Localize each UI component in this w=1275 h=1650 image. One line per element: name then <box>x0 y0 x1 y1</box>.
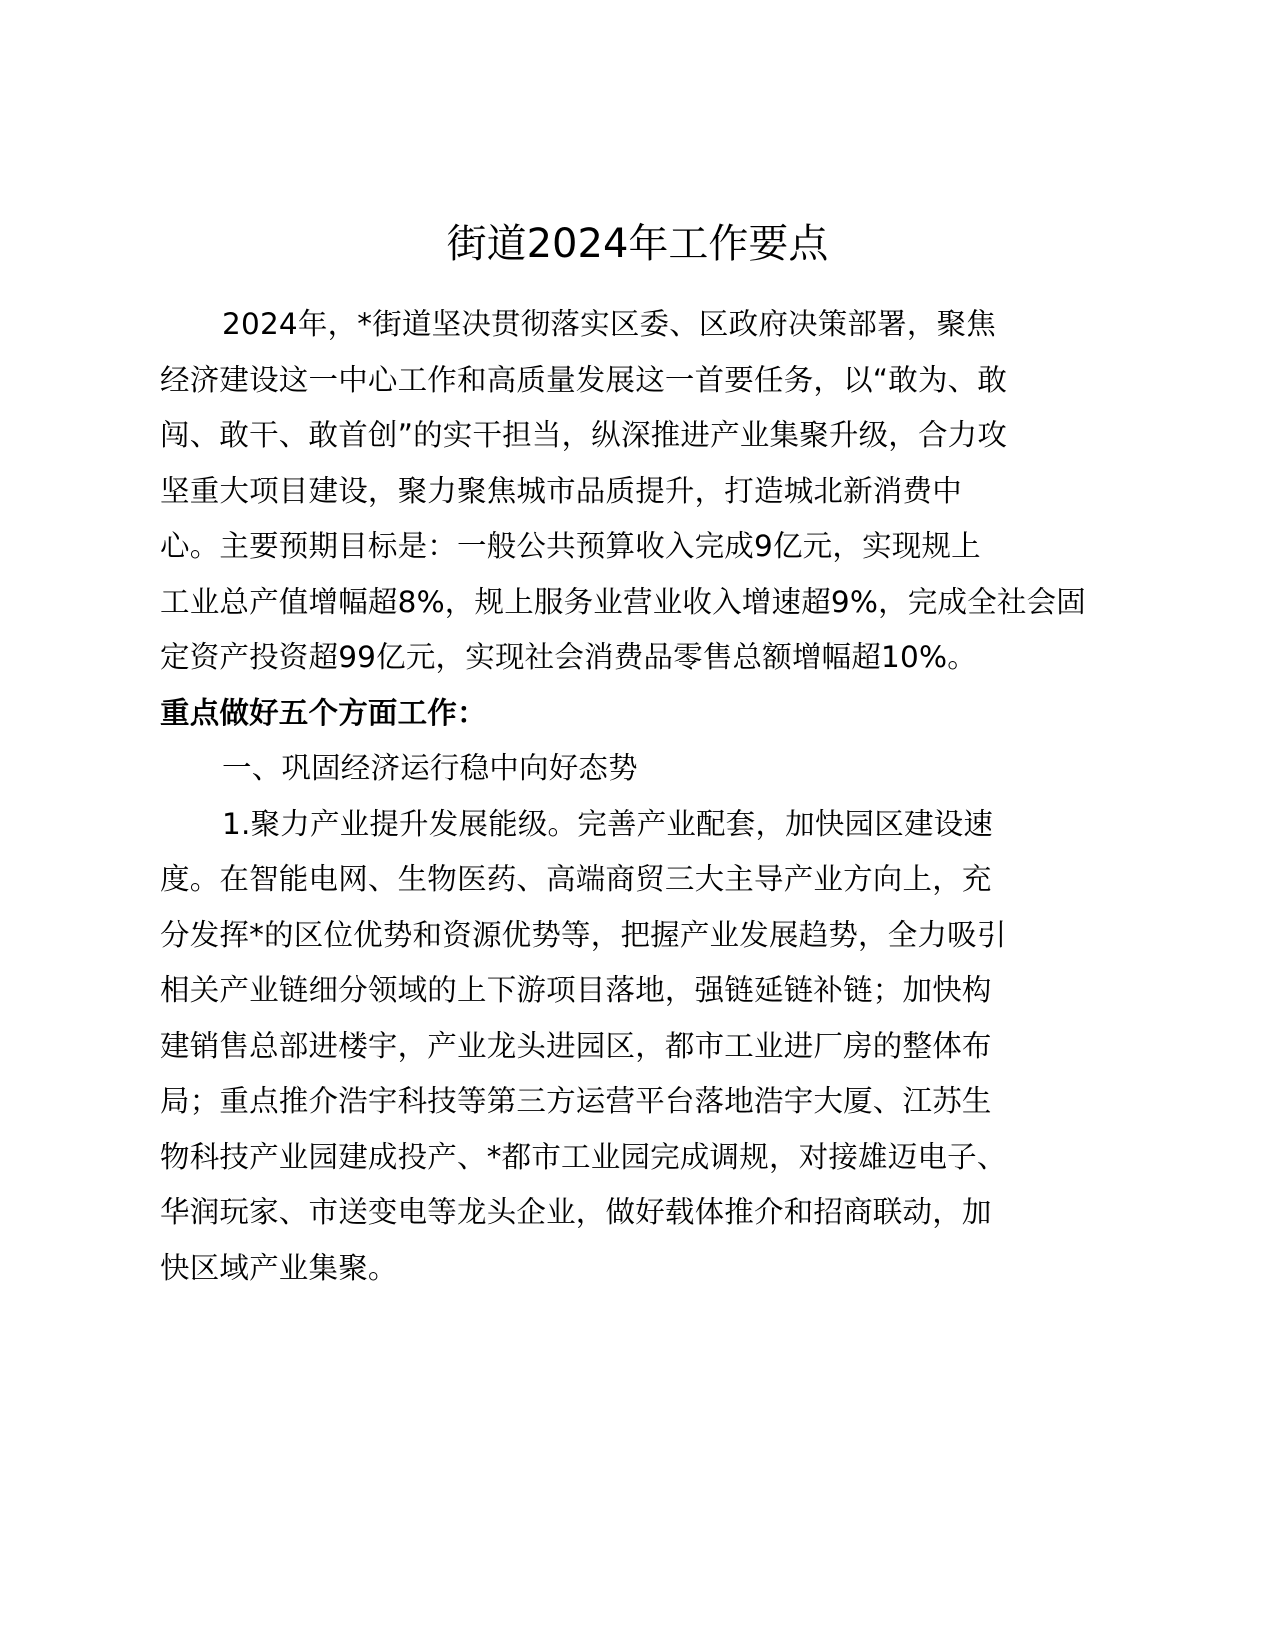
paragraph-line: 闯、敢干、敢首创”的实干担当，纵深推进产业集聚升级，合力攻 <box>160 418 1008 452</box>
paragraph-line: 坚重大项目建设，聚力聚焦城市品质提升，打造城北新消费中 <box>160 473 962 508</box>
paragraph-line: 重点做好五个方面工作： <box>160 695 487 730</box>
section-heading: 一、巩固经济运行稳中向好态势 <box>222 751 638 785</box>
paragraph-line: 1.聚力产业提升发展能级。完善产业配套，加快园区建设速 <box>222 806 994 841</box>
paragraph-line: 分发挥*的区位优势和资源优势等，把握产业发展趋势，全力吸引 <box>160 917 1007 952</box>
paragraph-line: 建销售总部进楼宇，产业龙头进园区，都市工业进厂房的整体布 <box>160 1028 992 1063</box>
document-body <box>160 297 1110 1296</box>
paragraph-line: 心。主要预期目标是：一般公共预算收入完成9亿元，实现规上 <box>160 529 981 563</box>
paragraph-line: 度。在智能电网、生物医药、高端商贸三大主导产业方向上，充 <box>160 862 992 896</box>
paragraph-line: 华润玩家、市送变电等龙头企业，做好载体推介和招商联动，加 <box>160 1195 992 1229</box>
paragraph-line: 相关产业链细分领域的上下游项目落地，强链延链补链；加快构 <box>160 973 992 1007</box>
paragraph-line: 局；重点推介浩宇科技等第三方运营平台落地浩宇大厦、江苏生 <box>160 1084 992 1118</box>
paragraph-line: 物科技产业园建成投产、*都市工业园完成调规，对接雄迈电子、 <box>160 1139 1007 1174</box>
paragraph-line: 2024年，*街道坚决贯彻落实区委、区政府决策部署，聚焦 <box>222 307 996 341</box>
paragraph-line: 快区域产业集聚。 <box>160 1250 398 1285</box>
paragraph-line: 经济建设这一中心工作和高质量发展这一首要任务，以“敢为、敢 <box>160 362 1008 397</box>
paragraph-line: 定资产投资超99亿元，实现社会消费品零售总额增幅超10%。 <box>160 640 977 674</box>
document-title: 街道2024年工作要点 <box>446 221 829 267</box>
paragraph-line: 工业总产值增幅超8%，规上服务业营业收入增速超9%，完成全社会固 <box>160 584 1086 619</box>
